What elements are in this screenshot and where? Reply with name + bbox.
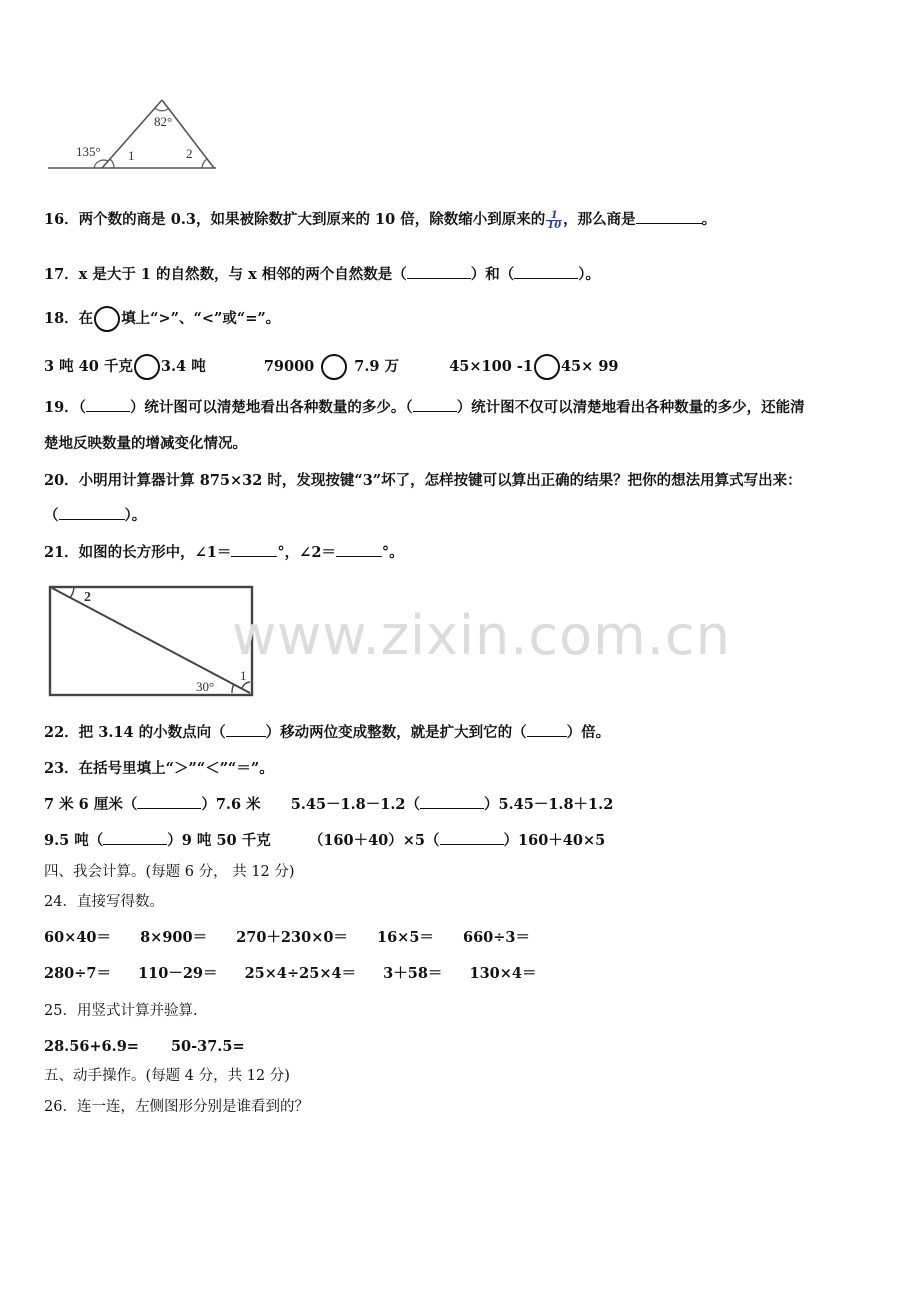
answer-blank[interactable] (413, 411, 457, 412)
answer-blank[interactable] (137, 808, 201, 809)
watermark: www.zixin.com.cn (232, 604, 731, 667)
question-24: 24．直接写得数。 (44, 894, 164, 910)
rect-angle-30-label: 30° (196, 679, 215, 694)
question-24-row2: 280÷7＝ 110－29＝ 25×4÷25×4＝ 3＋58＝ 130×4＝ (44, 965, 537, 982)
answer-blank[interactable] (231, 556, 277, 557)
section-4-heading: 四、我会计算。(每题 6 分， 共 12 分) (44, 864, 295, 880)
question-20: 20．小明用计算器计算 875×32 时，发现按键“3”坏了，怎样按键可以算出正确的结果？把你的想法用算式写出来： (44, 472, 802, 489)
angle-1-label: 1 (128, 148, 135, 163)
fraction-one-tenth: $\frac{1}{10}$ (547, 209, 562, 231)
rect-angle-1-label: 1 (240, 668, 247, 683)
angle-outer-label: 135° (76, 144, 101, 159)
rectangle-figure (44, 582, 260, 700)
angle-top-label: 82° (154, 114, 173, 129)
question-16: 16．两个数的商是 0.3，如果被除数扩大到原来的 10 倍，除数缩小到原来的 $\frac{1}{10}$ ，那么商是 。 (44, 209, 717, 231)
question-23-row2: 9.5 吨（ ）9 吨 50 千克 （160＋40）×5（ ）160＋40×5 (44, 832, 606, 849)
answer-blank[interactable] (420, 808, 484, 809)
question-19-line2: 楚地反映数量的增减变化情况。 (44, 435, 247, 452)
angle-2-label: 2 (186, 146, 193, 161)
answer-blank[interactable] (527, 736, 567, 737)
answer-blank[interactable] (226, 736, 266, 737)
compare-circle[interactable] (94, 306, 120, 332)
question-23: 23．在括号里填上“＞”“＜”“＝”。 (44, 760, 274, 777)
question-22: 22．把 3.14 的小数点向（ ）移动两位变成整数，就是扩大到它的（ ）倍。 (44, 724, 611, 741)
compare-circle[interactable] (321, 354, 347, 380)
question-18: 18．在 填上“>”、“<”或“=”。 (44, 306, 280, 332)
question-17: 17．x 是大于 1 的自然数，与 x 相邻的两个自然数是（ ）和（ ）。 (44, 266, 601, 283)
question-23-row1: 7 米 6 厘米（ ）7.6 米 5.45－1.8－1.2（ ）5.45－1.8＋1.2 (44, 796, 614, 813)
rect-angle-2-label: 2 (84, 590, 91, 605)
question-24-row1: 60×40＝ 8×900＝ 270＋230×0＝ 16×5＝ 660÷3＝ (44, 929, 530, 946)
triangle-figure (44, 92, 224, 174)
compare-circle[interactable] (134, 354, 160, 380)
compare-circle[interactable] (534, 354, 560, 380)
answer-blank[interactable] (407, 278, 471, 279)
question-25: 25．用竖式计算并验算. (44, 1003, 198, 1019)
question-20-answer: （ ）。 (44, 507, 147, 524)
answer-blank[interactable] (336, 556, 382, 557)
answer-blank[interactable] (636, 223, 702, 224)
question-26: 26．连一连，左侧图形分别是谁看到的？ (44, 1099, 309, 1115)
question-19: 19．（ ）统计图可以清楚地看出各种数量的多少。（ ）统计图不仅可以清楚地看出各种数量的多少，还能清 (44, 399, 805, 416)
answer-blank[interactable] (514, 278, 578, 279)
question-18-items: 3 吨 40 千克 3.4 吨 79000 7.9 万 45×100 -1 45× 99 (44, 354, 619, 380)
section-5-heading: 五、动手操作。(每题 4 分，共 12 分) (44, 1068, 290, 1084)
answer-blank[interactable] (59, 519, 125, 520)
question-21: 21．如图的长方形中，∠1＝ °，∠2＝ °。 (44, 544, 404, 561)
question-25-items: 28.56+6.9= 50-37.5= (44, 1038, 245, 1055)
answer-blank[interactable] (440, 844, 504, 845)
answer-blank[interactable] (103, 844, 167, 845)
answer-blank[interactable] (86, 411, 130, 412)
